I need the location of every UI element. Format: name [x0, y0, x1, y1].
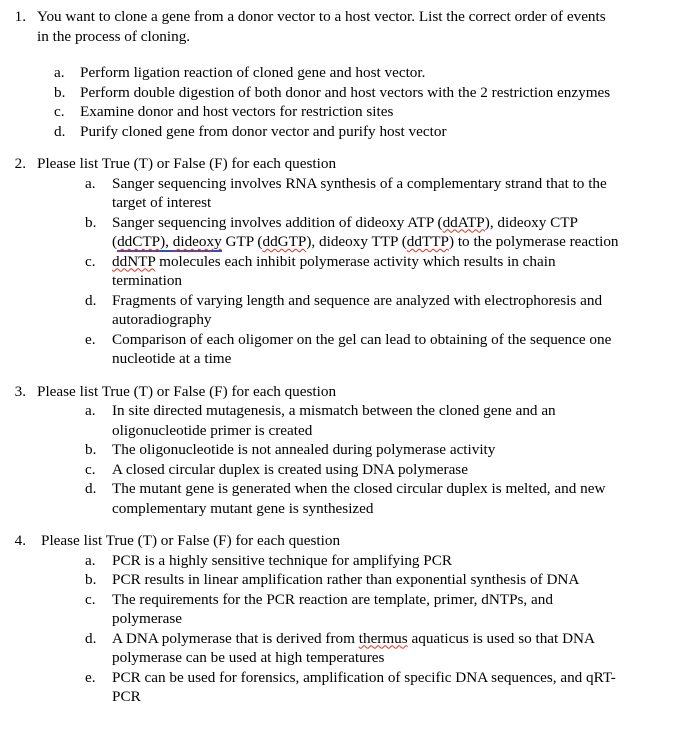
spelling-error-mark: ddATP	[442, 213, 485, 231]
item-text: PCR can be used for forensics, amplification of specific DNA sequences, and qRT-PCR	[112, 668, 616, 705]
question-1-prompt: You want to clone a gene from a donor vector to a host vector. List the correct order of events in the process of cloning.	[37, 8, 606, 45]
question-block-1	[0, 7, 690, 141]
spacer	[0, 369, 690, 382]
item-text: The oligonucleotide is not annealed during polymerase activity	[112, 441, 496, 458]
question-1-item-list	[0, 63, 690, 141]
question-block-3	[0, 382, 690, 519]
item-letter: e.	[85, 330, 96, 348]
item-letter: b.	[85, 571, 97, 588]
question-2-number: 2.	[14, 155, 26, 172]
item-letter: b.	[85, 441, 97, 458]
spelling-error-mark: ddNTP	[112, 252, 156, 270]
item-letter: c.	[85, 460, 96, 478]
question-1-prompt-row	[0, 7, 690, 46]
item-letter: a.	[85, 174, 96, 192]
item-text: Fragments of varying length and sequence are analyzed with electrophoresis and autoradiography	[112, 291, 603, 328]
question-1-number: 1.	[14, 8, 26, 25]
question-2-item-list	[0, 174, 690, 369]
item-text: A closed circular duplex is created using DNA polymerase	[112, 460, 468, 478]
grammar-error-mark	[173, 233, 222, 252]
item-letter: a.	[85, 402, 96, 419]
list-item	[0, 213, 690, 252]
question-2-prompt-row	[0, 154, 690, 174]
item-text: A DNA polymerase that is derived from thermus aquaticus is used so that DNA polymerase can be used at high temperatures	[112, 629, 595, 666]
item-text: Comparison of each oligomer on the gel can lead to obtaining of the sequence one nucleotide at a time	[112, 330, 612, 367]
item-letter: c.	[85, 252, 96, 270]
item-letter: a.	[85, 551, 96, 569]
question-3-number: 3.	[14, 382, 26, 400]
list-item	[0, 479, 690, 518]
list-item	[0, 570, 690, 590]
question-block-2	[0, 154, 690, 369]
list-item	[0, 102, 690, 122]
list-item	[0, 252, 690, 291]
grammar-error-mark	[117, 233, 160, 252]
list-item	[0, 440, 690, 460]
item-letter: d.	[85, 629, 97, 647]
item-text: Purify cloned gene from donor vector and purify host vector	[80, 122, 447, 140]
item-letter: c.	[54, 103, 65, 120]
item-text: PCR is a highly sensitive technique for amplifying PCR	[112, 551, 453, 569]
question-2-prompt: Please list True (T) or False (F) for each question	[37, 155, 337, 172]
spelling-error-mark: thermus	[358, 629, 408, 647]
item-text: Perform ligation reaction of cloned gene and host vector.	[80, 64, 426, 81]
item-letter: b.	[54, 83, 66, 101]
list-item	[0, 122, 690, 142]
question-3-prompt: Please list True (T) or False (F) for each question	[37, 382, 337, 400]
item-letter: a.	[54, 64, 65, 81]
question-4-prompt: Please list True (T) or False (F) for each question	[41, 532, 341, 549]
item-letter: d.	[85, 480, 97, 497]
item-text: Sanger sequencing involves RNA synthesis of a complementary strand that to the target of interest	[112, 174, 607, 211]
question-4-item-list	[0, 551, 690, 707]
spelling-error-mark: ddCTP	[117, 233, 161, 250]
spacer	[0, 46, 690, 63]
list-item	[0, 291, 690, 330]
item-text: Examine donor and host vectors for restriction sites	[80, 103, 394, 120]
list-item	[0, 83, 690, 103]
list-item	[0, 330, 690, 369]
grammar-error-mark: ),	[160, 233, 173, 250]
list-item	[0, 401, 690, 440]
item-letter: b.	[85, 213, 97, 231]
item-text: ddNTP molecules each inhibit polymerase activity which results in chain termination	[112, 252, 556, 289]
spelling-error-mark: ddGTP	[262, 233, 307, 250]
item-text: The requirements for the PCR reaction are template, primer, dNTPs, and polymerase	[112, 590, 553, 627]
question-4-prompt-row	[0, 531, 690, 551]
item-letter: e.	[85, 668, 96, 686]
list-item	[0, 551, 690, 571]
list-item	[0, 629, 690, 668]
item-letter: d.	[85, 291, 97, 309]
item-text: Perform double digestion of both donor and host vectors with the 2 restriction enzymes	[80, 83, 611, 101]
spelling-error-mark: dideoxy	[172, 233, 222, 250]
item-text: In site directed mutagenesis, a mismatch between the cloned gene and an oligonucleotide primer is created	[112, 402, 556, 439]
list-item	[0, 668, 690, 707]
list-item	[0, 63, 690, 83]
spacer	[0, 518, 690, 531]
item-text: The mutant gene is generated when the closed circular duplex is melted, and new complementary mutant gene is synthesized	[112, 480, 606, 517]
question-4-number: 4.	[14, 532, 26, 549]
item-text: Sanger sequencing involves addition of dideoxy ATP (ddATP), dideoxy CTP (ddCTP), dideoxy GTP (ddGTP), dideoxy TTP (ddTTP) to the polymerase reaction	[112, 213, 619, 250]
spacer	[0, 141, 690, 154]
list-item	[0, 460, 690, 480]
item-letter: d.	[54, 122, 66, 140]
item-letter: c.	[85, 590, 96, 608]
item-text: PCR results in linear amplification rather than exponential synthesis of DNA	[112, 571, 580, 588]
list-item	[0, 174, 690, 213]
list-item	[0, 590, 690, 629]
question-3-item-list	[0, 401, 690, 518]
question-3-prompt-row	[0, 382, 690, 402]
question-block-4	[0, 531, 690, 707]
spelling-error-mark: ddTTP	[406, 233, 449, 250]
